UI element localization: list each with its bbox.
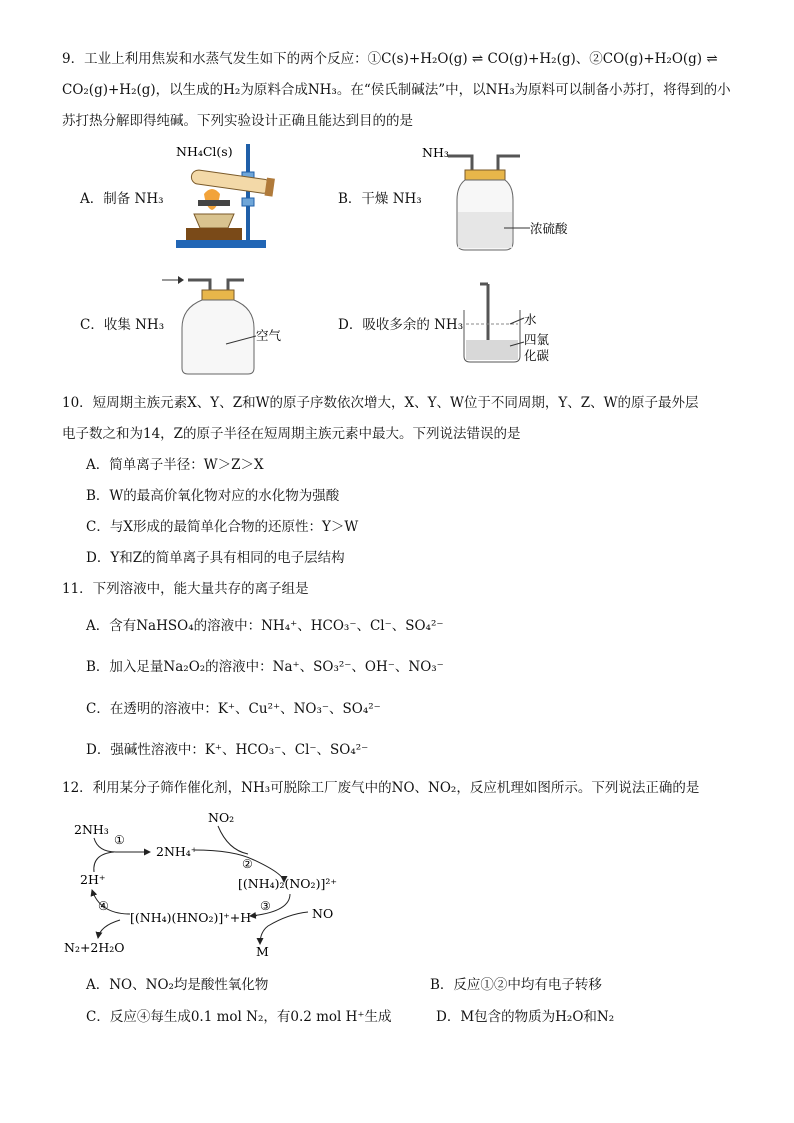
q11-option-b: B．加入足量Na₂O₂的溶液中：Na⁺、SO₃²⁻、OH⁻、NO₃⁻ [86, 659, 444, 675]
q10-stem-line2: 电子数之和为14，Z的原子半径在短周期主族元素中最大。下列说法错误的是 [62, 426, 521, 442]
q9-option-a: A．制备 NH₃ [80, 191, 164, 207]
figure-b-label: 浓硫酸 [530, 221, 568, 236]
figure-b-gas: NH₃ [422, 145, 449, 160]
q12-option-c: C．反应④每生成0.1 mol N₂，有0.2 mol H⁺生成 [86, 1009, 392, 1025]
figure-d-label2: 四氯 [524, 332, 550, 347]
q10-option-c: C．与X形成的最简单化合物的还原性：Y＞W [86, 519, 359, 535]
arrow-no2-in [218, 826, 248, 854]
test-tube [191, 169, 272, 194]
label-step1: ① [114, 833, 125, 847]
label-step2: ② [242, 857, 253, 871]
q9-stem-line2: CO₂(g)+H₂(g)，以生成的H₂为原料合成NH₃。在“侯氏制碱法”中，以NH₃为原料可以制备小苏打，将得到的小 [62, 82, 731, 98]
leader-water [510, 318, 524, 324]
q12-mechanism-diagram [60, 806, 360, 962]
flame [204, 189, 220, 210]
q10-option-a: A．简单离子半径：W＞Z＞X [86, 457, 264, 473]
clamp-lower [242, 198, 254, 206]
liquid [458, 212, 512, 248]
arrow-h-join [94, 852, 114, 872]
figure-a-nh3-prep [166, 142, 298, 254]
arrow-head [178, 276, 184, 284]
label-step3: ③ [260, 899, 271, 913]
label-2h: 2H⁺ [80, 872, 106, 887]
q12-option-b: B．反应①②中均有电子转移 [430, 977, 602, 993]
label-step4: ④ [98, 899, 109, 913]
q12-option-d: D．M包含的物质为H₂O和N₂ [436, 1009, 615, 1025]
q11-stem-line1: 11．下列溶液中，能大量共存的离子组是 [62, 581, 309, 597]
q9-option-d: D．吸收多余的 NH₃ [338, 317, 464, 333]
bottle-stopper [465, 170, 505, 180]
label-complex2: [(NH₄)(HNO₂)]⁺+H⁺ [130, 910, 258, 925]
figure-c-collection [160, 272, 300, 376]
q11-option-d: D．强碱性溶液中：K⁺、HCO₃⁻、Cl⁻、SO₄²⁻ [86, 742, 369, 758]
wire-gauze [198, 200, 230, 206]
figure-c-label: 空气 [256, 328, 282, 343]
label-no2: NO₂ [208, 810, 235, 825]
figure-a-label: NH₄Cl(s) [176, 144, 233, 159]
q12-option-a: A．NO、NO₂均是酸性氧化物 [86, 977, 269, 993]
q9-option-c: C．收集 NH₃ [80, 317, 165, 333]
ccl4-layer [466, 340, 518, 360]
label-products: N₂+2H₂O [64, 940, 125, 955]
q9-option-b: B．干燥 NH₃ [338, 191, 422, 207]
arrow-products [98, 920, 120, 938]
stand-base [176, 240, 266, 248]
q9-stem-line1: 9．工业上利用焦炭和水蒸气发生如下的两个反应：①C(s)+H₂O(g) ⇌ CO(g)+H₂(g)、②CO(g)+H₂O(g) ⇌ [62, 51, 718, 67]
q12-stem-line1: 12．利用某分子筛作催化剂，NH₃可脱除工厂废气中的NO、NO₂，反应机理如图所示。下列说法正确的是 [62, 780, 700, 796]
label-no: NO [312, 906, 334, 921]
stand-rod [246, 144, 250, 244]
q10-option-b: B．W的最高价氧化物对应的水化物为强酸 [86, 488, 340, 504]
label-complex1: [(NH₄)₂(NO₂)]²⁺ [238, 876, 337, 891]
bottle-stopper [202, 290, 234, 300]
label-2nh4: 2NH₄⁺ [156, 844, 198, 859]
q10-option-d: D．Y和Z的简单离子具有相同的电子层结构 [86, 550, 345, 566]
bottle [182, 300, 254, 374]
figure-b-drying [420, 142, 580, 254]
figure-d-label3: 化碳 [524, 348, 550, 363]
wood-block [186, 228, 242, 240]
label-2nh3: 2NH₃ [74, 822, 109, 837]
label-m: M [256, 944, 269, 959]
figure-d-absorption [458, 280, 578, 368]
q10-stem-line1: 10．短周期主族元素X、Y、Z和W的原子序数依次增大，X、Y、W位于不同周期，Y、Z、W的原子最外层 [62, 395, 699, 411]
alcohol-lamp [194, 214, 234, 228]
q11-option-a: A．含有NaHSO₄的溶液中：NH₄⁺、HCO₃⁻、Cl⁻、SO₄²⁻ [86, 618, 444, 634]
q9-stem-line3: 苏打热分解即得纯碱。下列实验设计正确且能达到目的的是 [62, 113, 413, 129]
arrow-no-m [260, 912, 308, 944]
figure-d-label1: 水 [524, 312, 537, 327]
q11-option-c: C．在透明的溶液中：K⁺、Cu²⁺、NO₃⁻、SO₄²⁻ [86, 701, 381, 717]
